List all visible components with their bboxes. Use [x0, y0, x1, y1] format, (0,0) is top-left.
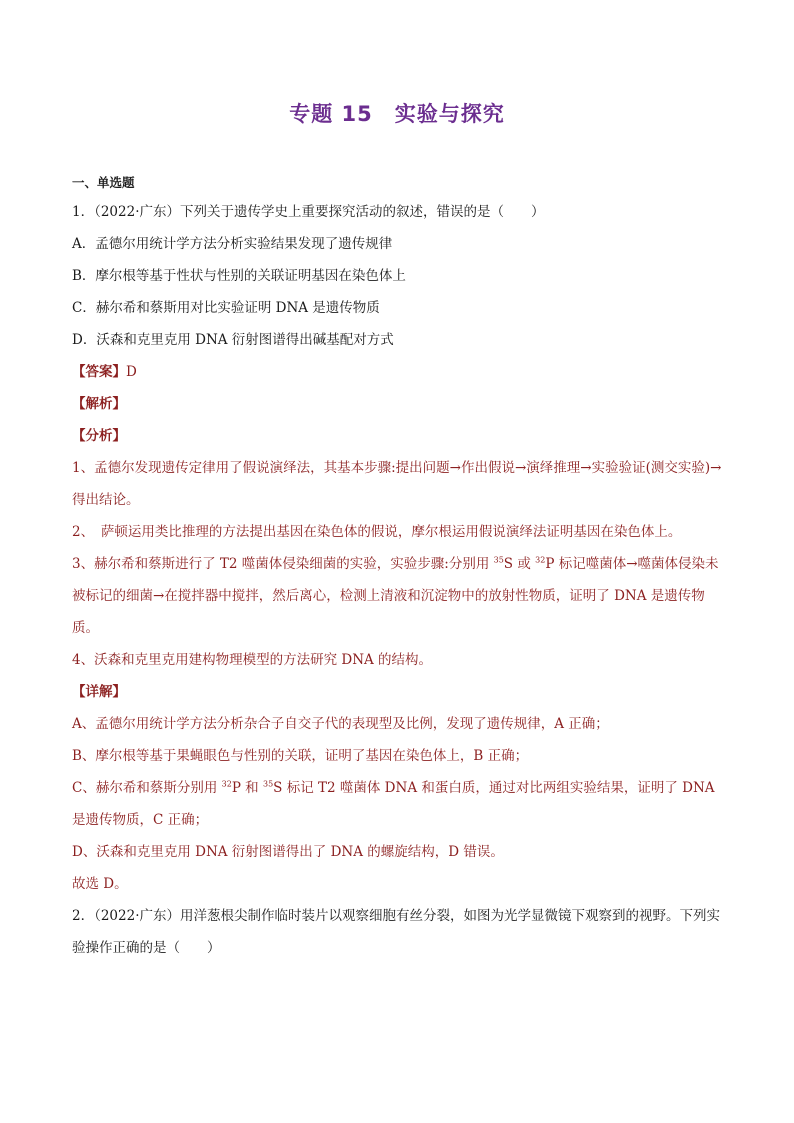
fenxi-point-4: 4、沃森和克里克用建构物理模型的方法研究 DNA 的结构。 — [72, 652, 433, 668]
answer-value: D — [126, 364, 137, 380]
question-2-stem: 2．（2022·广东）用洋葱根尖制作临时装片以观察细胞有丝分裂，如图为光学显微镜下观察到的视野。下列实验操作正确的是（ ） — [72, 908, 720, 956]
question-1-stem: 1．（2022·广东）下列关于遗传学史上重要探究活动的叙述，错误的是（ ） — [72, 204, 545, 220]
detail-label: 【详解】 — [72, 684, 126, 700]
answer-label: 【答案】 — [72, 364, 126, 380]
fenxi-point-1: 1、孟德尔发现遗传定律用了假说演绎法，其基本步骤:提出问题→作出假说→演绎推理→实验验证(测交实验)→得出结论。 — [72, 460, 722, 508]
isotope-mass-32: 32 — [221, 779, 232, 789]
question-1-option-d: D．沃森和克里克用 DNA 衍射图谱得出碱基配对方式 — [72, 332, 394, 348]
detail-a: A、孟德尔用统计学方法分析杂合子自交子代的表现型及比例，发现了遗传规律，A 正确； — [72, 716, 609, 732]
document-body — [72, 174, 724, 964]
analysis-label: 【解析】 — [72, 396, 126, 412]
fenxi-label: 【分析】 — [72, 428, 126, 444]
detail-d: D、沃森和克里克用 DNA 衍射图谱得出了 DNA 的螺旋结构，D 错误。 — [72, 844, 504, 860]
isotope-mass-35: 35 — [262, 779, 274, 789]
fenxi-point-3: 3、赫尔希和蔡斯进行了 T2 噬菌体侵染细菌的实验，实验步骤:分别用 $^{35}$S 或 $^{32}$P 标记噬菌体→噬菌体侵染未被标记的细菌→在搅拌器中搅拌，然后离心，检测上清液和沉淀物中的放射性物质，证明了 DNA 是遗传物质。 — [72, 555, 719, 636]
isotope-mass-35: 35 — [493, 555, 504, 565]
detail-c: C、赫尔希和蔡斯分别用 $^{32}$P 和 $^{35}$S 标记 T2 噬菌体 DNA 和蛋白质，通过对比两组实验结果，证明了 DNA 是遗传物质，C 正确； — [72, 779, 715, 828]
detail-b: B、摩尔根等基于果蝇眼色与性别的关联，证明了基因在染色体上，B 正确； — [72, 748, 529, 764]
fenxi-point-2: 2、 萨顿运用类比推理的方法提出基因在染色体的假说，摩尔根运用假说演绎法证明基因在染色体上。 — [72, 524, 682, 540]
conclusion: 故选 D。 — [72, 876, 128, 892]
section-heading: 一、单选题 — [72, 175, 135, 190]
page-title: 专题 15 实验与探究 — [289, 102, 505, 126]
question-1-option-a: A．孟德尔用统计学方法分析实验结果发现了遗传规律 — [72, 236, 393, 252]
answer-line — [72, 356, 724, 388]
isotope-mass-32: 32 — [535, 555, 546, 565]
question-1-option-c: C．赫尔希和蔡斯用对比实验证明 DNA 是遗传物质 — [72, 300, 380, 316]
question-1-option-b: B．摩尔根等基于性状与性别的关联证明基因在染色体上 — [72, 268, 406, 284]
